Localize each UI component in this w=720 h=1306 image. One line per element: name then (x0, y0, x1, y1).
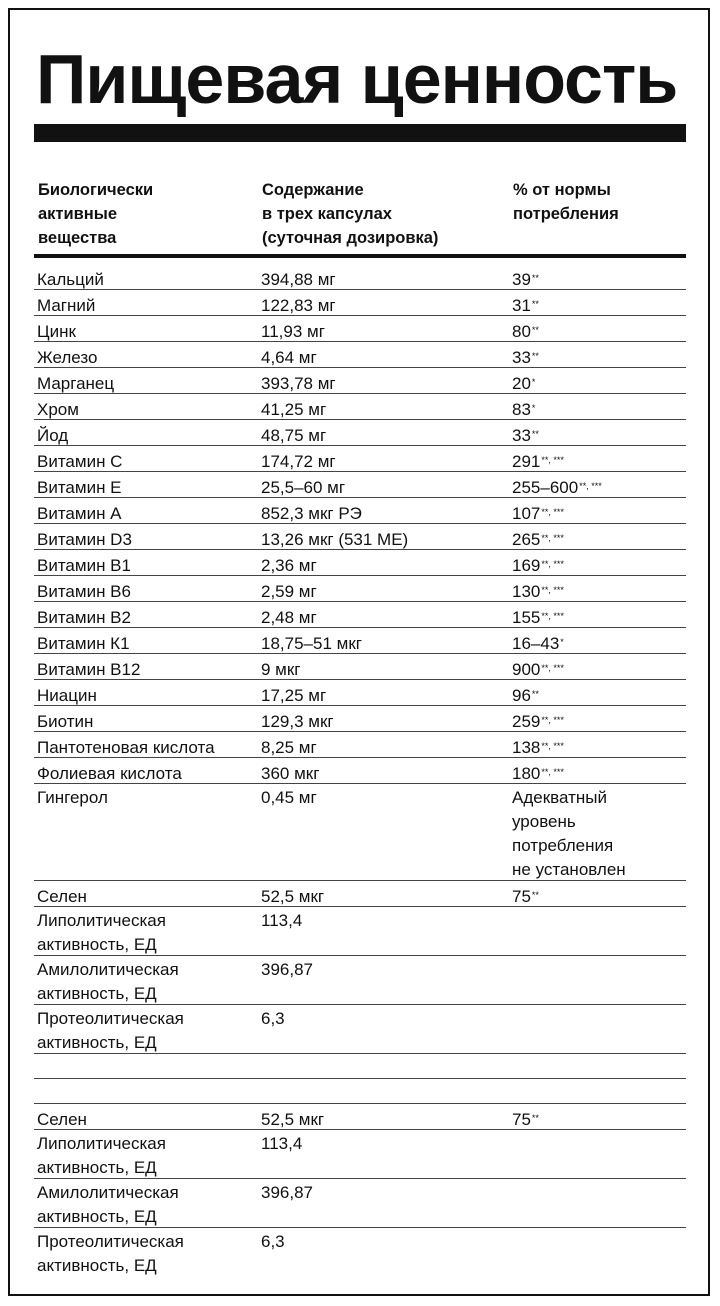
row-percent-cell (512, 736, 682, 760)
row-amount: 4,64 мг (261, 348, 317, 367)
row-name: Железо (37, 348, 98, 367)
table-row (34, 907, 686, 956)
table-row (34, 394, 686, 420)
title-divider (34, 124, 686, 142)
row-footnote-mark: **, *** (541, 715, 564, 725)
row-percent: 180 (512, 764, 541, 783)
header-divider (34, 254, 686, 258)
row-percent-cell (512, 606, 682, 630)
row-amount: 25,5–60 мг (261, 478, 346, 497)
row-name: Селен (37, 887, 87, 906)
row-percent: 31 (512, 296, 531, 315)
row-name: Липолитическая активность, ЕД (37, 1134, 166, 1177)
row-amount: 2,36 мг (261, 556, 317, 575)
row-percent: 39 (512, 270, 531, 289)
row-name: Хром (37, 400, 79, 419)
row-percent-cell (512, 632, 682, 656)
table-row (34, 1005, 686, 1054)
row-name: Гингерол (37, 788, 108, 807)
row-name: Протеолитическая активность, ЕД (37, 1009, 184, 1052)
row-footnote-mark: ** (531, 429, 539, 439)
table-row (34, 881, 686, 907)
row-percent: 138 (512, 738, 541, 757)
row-name: Витамин С (37, 452, 123, 471)
row-name: Витамин Е (37, 478, 122, 497)
row-footnote-mark: **, *** (541, 741, 564, 751)
row-percent-cell (512, 320, 682, 344)
row-footnote-mark: * (531, 403, 536, 413)
row-percent: 33 (512, 348, 531, 367)
row-percent-cell (512, 424, 682, 448)
row-name: Амилолитическая активность, ЕД (37, 1183, 179, 1226)
row-amount: 41,25 мг (261, 400, 327, 419)
row-amount: 2,59 мг (261, 582, 317, 601)
table-row (34, 550, 686, 576)
row-percent-cell (512, 1108, 682, 1132)
row-percent: 33 (512, 426, 531, 445)
row-percent: 75 (512, 887, 531, 906)
table-row (34, 524, 686, 550)
row-percent: 130 (512, 582, 541, 601)
row-amount: 129,3 мкг (261, 712, 334, 731)
row-name: Витамин В12 (37, 660, 141, 679)
row-name: Йод (37, 426, 69, 445)
table-row (34, 368, 686, 394)
row-amount: 13,26 мкг (531 МЕ) (261, 530, 409, 549)
row-amount: 394,88 мг (261, 270, 336, 289)
row-percent-cell (512, 658, 682, 682)
table-row (34, 602, 686, 628)
row-amount: 9 мкг (261, 660, 301, 679)
row-footnote-mark: * (560, 637, 564, 647)
row-amount: 393,78 мг (261, 374, 336, 393)
row-percent-cell (512, 294, 682, 318)
row-percent-cell (512, 502, 682, 526)
row-footnote-mark: ** (531, 273, 539, 283)
row-percent-cell (512, 762, 682, 786)
row-percent-cell (512, 684, 682, 708)
row-footnote-mark: **, *** (541, 533, 564, 543)
row-percent: 96 (512, 686, 531, 705)
row-name: Витамин В1 (37, 556, 131, 575)
row-footnote-mark: ** (531, 325, 539, 335)
row-percent: 16–43 (512, 634, 560, 653)
row-amount: 360 мкг (261, 764, 320, 783)
row-percent-cell (512, 476, 682, 500)
row-name: Витамин В6 (37, 582, 131, 601)
row-amount: 52,5 мкг (261, 887, 325, 906)
row-amount: 122,83 мг (261, 296, 336, 315)
row-footnote-mark: ** (531, 1113, 539, 1123)
row-footnote-mark: **, *** (541, 767, 564, 777)
table-row (34, 758, 686, 784)
row-amount: 48,75 мг (261, 426, 327, 445)
table-row (34, 706, 686, 732)
row-amount: 113,4 (261, 911, 303, 930)
row-amount: 6,3 (261, 1009, 285, 1028)
header-substances: Биологически активные вещества (38, 181, 154, 247)
row-percent-cell (512, 528, 682, 552)
row-footnote-mark: **, *** (541, 663, 564, 673)
row-footnote-mark: ** (531, 689, 539, 699)
row-amount: 852,3 мкг РЭ (261, 504, 362, 523)
row-percent: 20 (512, 374, 531, 393)
row-name: Магний (37, 296, 96, 315)
row-footnote-mark: **, *** (541, 559, 564, 569)
table-row (34, 342, 686, 368)
table-row (34, 1130, 686, 1179)
row-footnote-mark: * (531, 377, 536, 387)
row-name: Марганец (37, 374, 115, 393)
row-name: Витамин А (37, 504, 122, 523)
row-amount: 18,75–51 мкг (261, 634, 362, 653)
row-name: Витамин К1 (37, 634, 130, 653)
row-percent-cell (512, 710, 682, 734)
table-spacer (34, 1054, 686, 1079)
table-spacer (34, 1079, 686, 1104)
row-footnote-mark: ** (531, 890, 539, 900)
row-amount: 6,3 (261, 1232, 285, 1251)
table-row (34, 446, 686, 472)
table-row (34, 732, 686, 758)
row-name: Пантотеновая кислота (37, 738, 215, 757)
row-footnote-mark: **, *** (541, 585, 564, 595)
row-percent: 75 (512, 1110, 531, 1129)
table-row (34, 628, 686, 654)
row-name: Липолитическая активность, ЕД (37, 911, 166, 954)
table-row (34, 420, 686, 446)
table-row (34, 956, 686, 1005)
row-amount: 8,25 мг (261, 738, 317, 757)
nutrition-table (34, 264, 686, 1276)
table-row (34, 1228, 686, 1276)
row-name: Ниацин (37, 686, 97, 705)
row-footnote-mark: **, *** (541, 611, 564, 621)
row-footnote-mark: ** (531, 351, 539, 361)
row-percent-cell (512, 398, 682, 422)
row-footnote-mark: **, *** (541, 455, 564, 465)
header-content: Содержание в трех капсулах (суточная дозировка) (262, 181, 439, 247)
row-name: Цинк (37, 322, 76, 341)
row-amount: 174,72 мг (261, 452, 336, 471)
row-amount: 11,93 мг (261, 322, 325, 341)
row-percent-cell (512, 554, 682, 578)
row-amount: 396,87 (261, 960, 313, 979)
row-percent: 155 (512, 608, 541, 627)
table-row (34, 654, 686, 680)
row-amount: 0,45 мг (261, 788, 317, 807)
header-percent: % от нормы потребления (513, 181, 619, 223)
row-name: Протеолитическая активность, ЕД (37, 1232, 184, 1275)
row-amount: 52,5 мкг (261, 1110, 325, 1129)
table-row (34, 784, 686, 881)
table-row (34, 498, 686, 524)
row-name: Витамин В2 (37, 608, 131, 627)
row-percent: 291 (512, 452, 541, 471)
row-footnote-mark: ** (531, 299, 539, 309)
table-row (34, 1179, 686, 1228)
row-percent: 259 (512, 712, 541, 731)
row-percent-cell (512, 885, 682, 909)
row-percent-cell (512, 450, 682, 474)
row-footnote-mark: **, *** (541, 507, 564, 517)
row-name: Селен (37, 1110, 87, 1129)
table-row (34, 290, 686, 316)
table-row (34, 472, 686, 498)
row-name: Биотин (37, 712, 94, 731)
row-percent: 169 (512, 556, 541, 575)
row-name: Витамин D3 (37, 530, 132, 549)
row-name: Фолиевая кислота (37, 764, 182, 783)
row-percent: 255–600 (512, 478, 579, 497)
row-name: Кальций (37, 270, 104, 289)
row-percent: 900 (512, 660, 541, 679)
row-footnote-mark: **, *** (579, 481, 602, 491)
page-title: Пищевая ценность (36, 40, 678, 118)
row-percent-cell (512, 346, 682, 370)
table-row (34, 1104, 686, 1130)
table-row (34, 576, 686, 602)
row-amount: 17,25 мг (261, 686, 327, 705)
row-percent: 80 (512, 322, 531, 341)
table-row (34, 316, 686, 342)
row-amount: 396,87 (261, 1183, 313, 1202)
row-amount: 113,4 (261, 1134, 303, 1153)
row-percent: 265 (512, 530, 541, 549)
row-percent-cell (512, 372, 682, 396)
row-name: Амилолитическая активность, ЕД (37, 960, 179, 1003)
row-percent: 107 (512, 504, 541, 523)
row-percent: 83 (512, 400, 531, 419)
row-percent: Адекватный уровень потребления не установлен (512, 788, 626, 879)
row-amount: 2,48 мг (261, 608, 317, 627)
table-row (34, 264, 686, 290)
row-percent-cell (512, 580, 682, 604)
table-row (34, 680, 686, 706)
row-percent-cell (512, 268, 682, 292)
